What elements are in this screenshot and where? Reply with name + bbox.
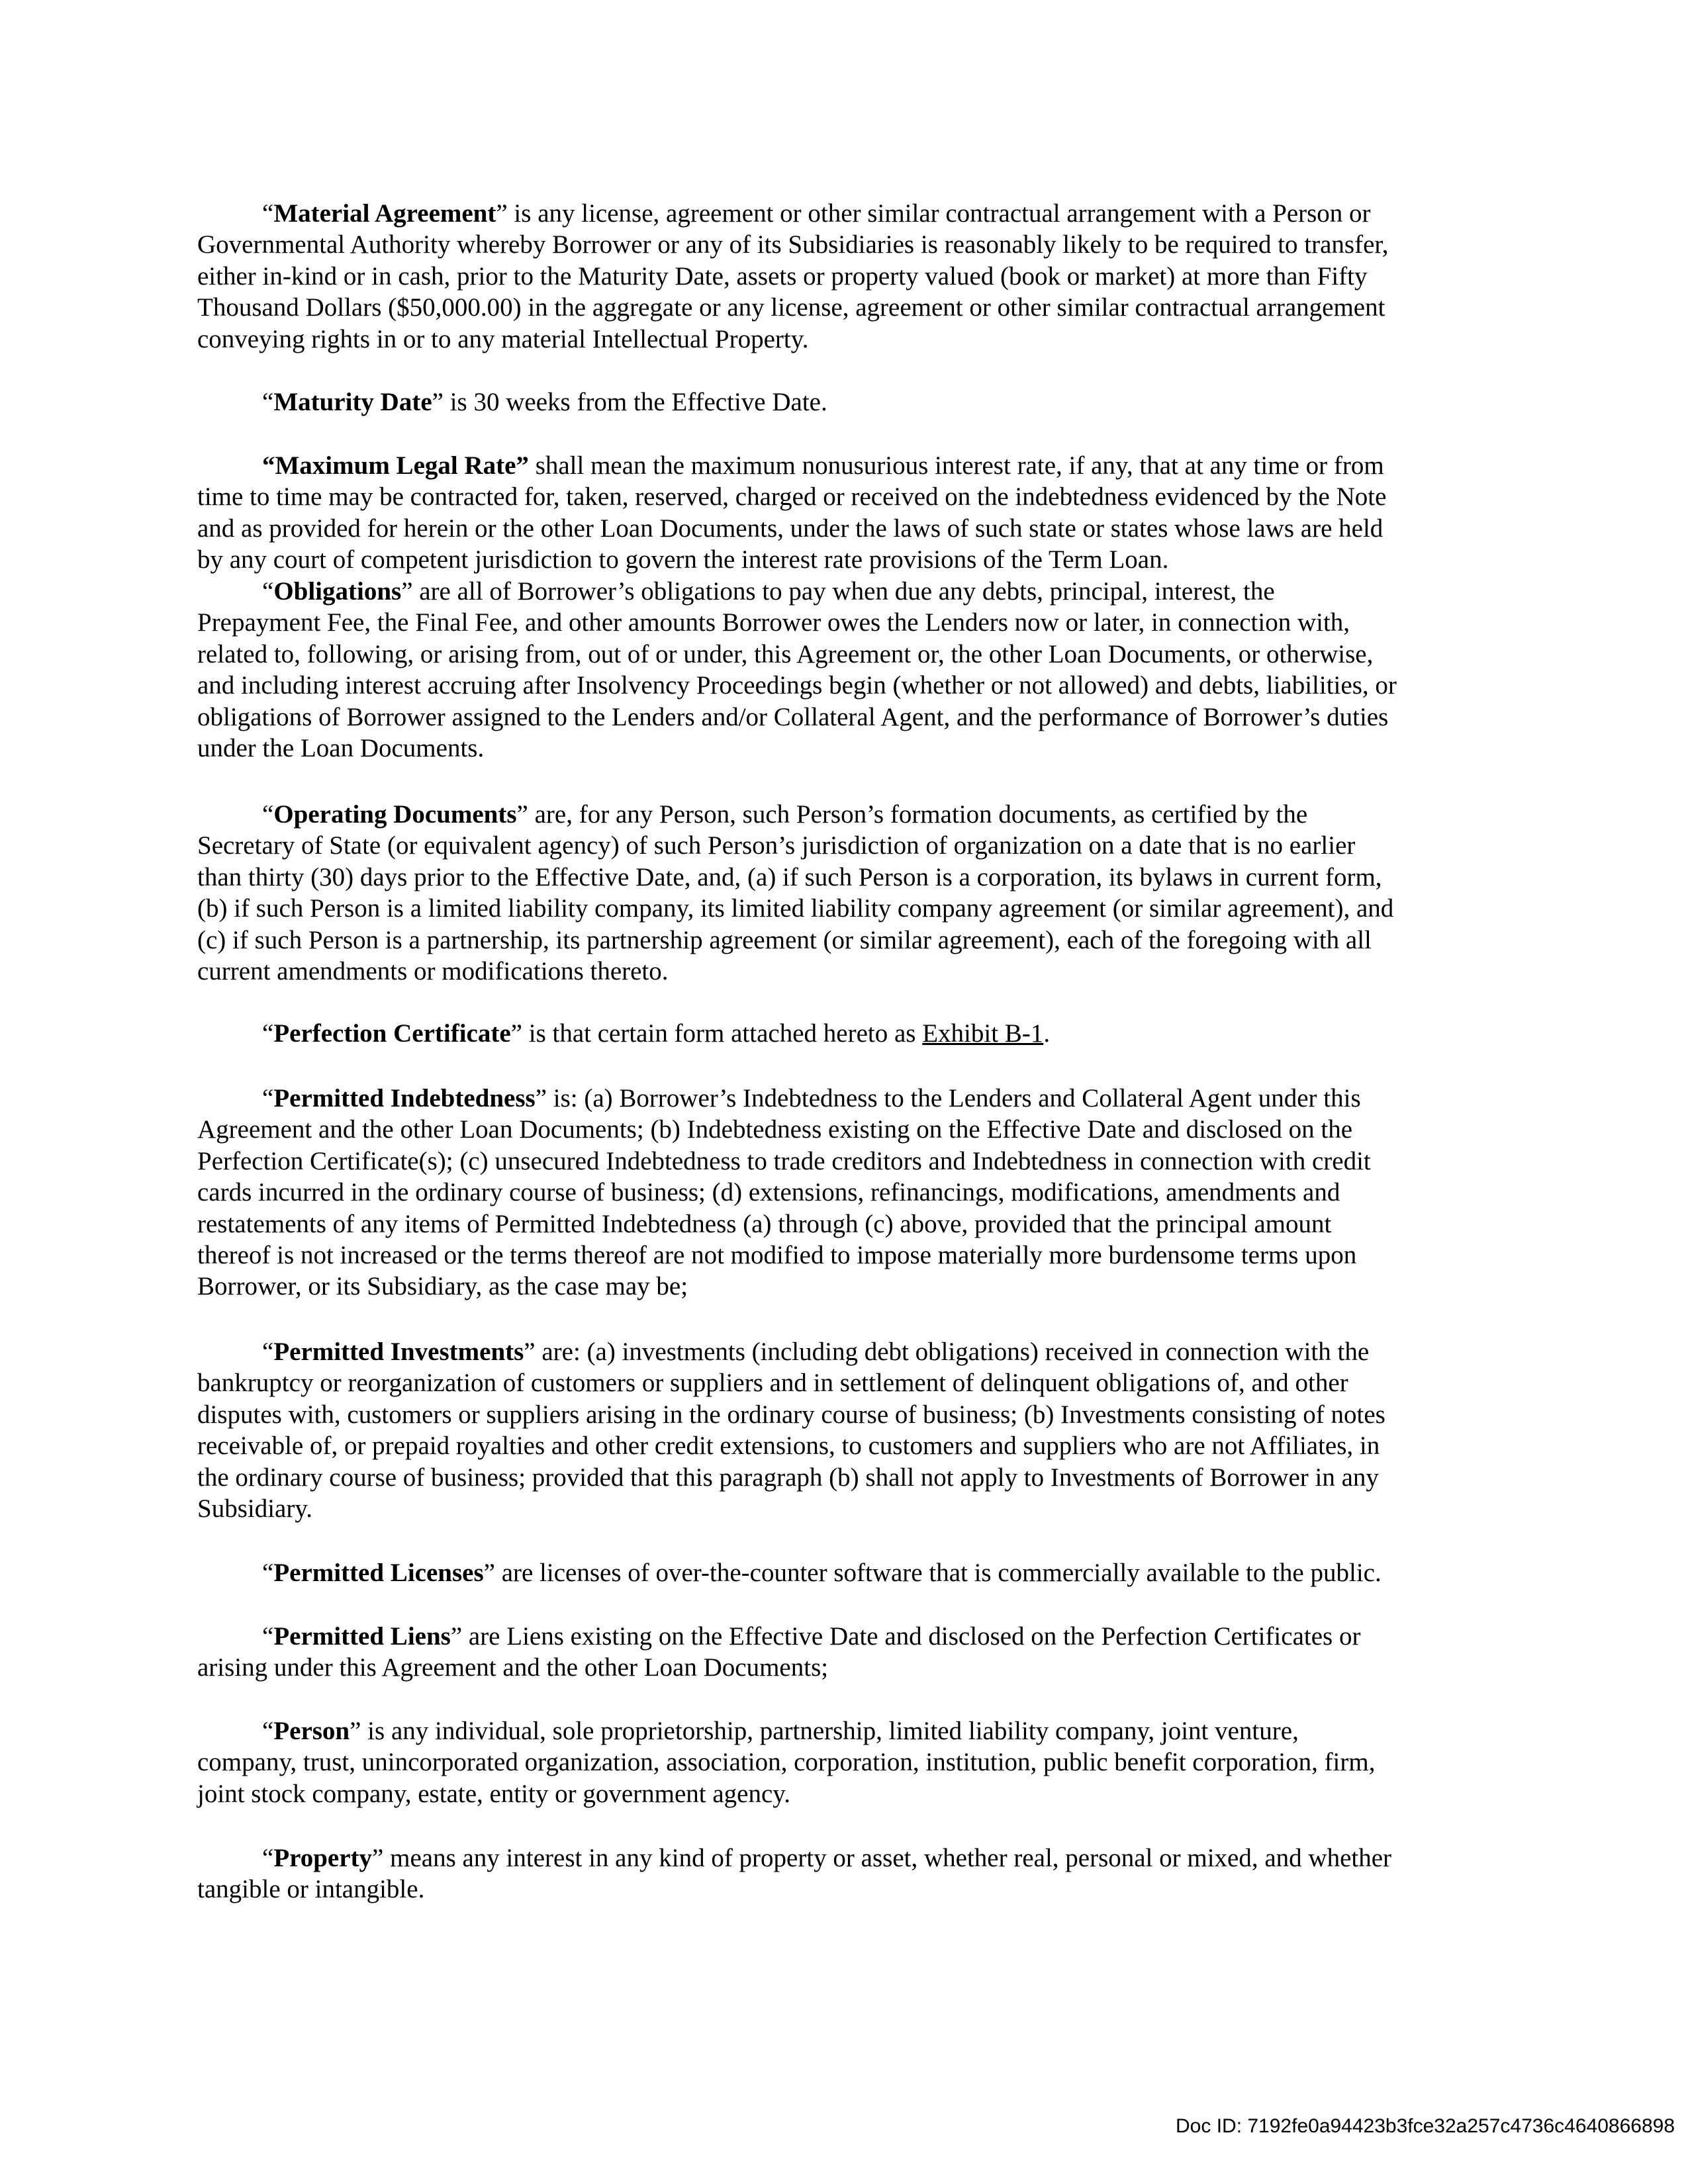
definition-line: and including interest accruing after Insolvency Proceedings begin (whether or not allowed) and debts, liabilities, or (197, 671, 1397, 700)
definition-text: ” are: (a) investments (including debt obligations) received in connection with the (524, 1338, 1370, 1366)
definition-first-line (197, 1018, 1495, 1049)
exhibit-link[interactable]: Exhibit B-1 (922, 1019, 1044, 1048)
definition-text: ” is 30 weeks from the Effective Date. (432, 388, 827, 416)
definition-text: ” are Liens existing on the Effective Date and disclosed on the Perfection Certificates or (450, 1622, 1361, 1651)
definition-text: shall mean the maximum nonusurious interest rate, if any, that at any time or from (528, 451, 1384, 480)
definition-line: the ordinary course of business; provided that this paragraph (b) shall not apply to Investments of Borrower in any (197, 1463, 1379, 1492)
definition-text: ” are licenses of over-the-counter software that is commercially available to the public. (483, 1559, 1382, 1587)
definition-first-line (197, 198, 1495, 229)
definition-text: ” are all of Borrower’s obligations to pay when due any debts, principal, interest, the (401, 577, 1275, 606)
defined-term: Permitted Licenses (273, 1559, 484, 1587)
definition-line: Perfection Certificate(s); (c) unsecured Indebtedness to trade creditors and Indebtedness in connection with credit (197, 1146, 1371, 1175)
definition-line: Borrower, or its Subsidiary, as the case may be; (197, 1272, 688, 1301)
definition-text: ” is any individual, sole proprietorship, partnership, limited liability company, joint venture, (350, 1717, 1299, 1745)
definition-line: arising under this Agreement and the other Loan Documents; (197, 1653, 829, 1682)
definition-text: “ (262, 1717, 274, 1745)
definition-text: “ (262, 1844, 274, 1872)
definition-material-agreement (197, 198, 1495, 355)
definition-text: ” is: (a) Borrower’s Indebtedness to the Lenders and Collateral Agent under this (535, 1084, 1361, 1113)
definition-permitted-licenses (197, 1557, 1495, 1588)
definition-person (197, 1715, 1495, 1809)
definition-text: ” is any license, agreement or other similar contractual arrangement with a Person or (496, 199, 1371, 228)
definition-line: under the Loan Documents. (197, 734, 485, 763)
definition-first-line (197, 1083, 1495, 1114)
definition-text: “ (262, 1084, 274, 1113)
definition-line: current amendments or modifications thereto. (197, 957, 669, 986)
definition-line: conveying rights in or to any material Intellectual Property. (197, 324, 809, 353)
definition-line: and as provided for herein or the other Loan Documents, under the laws of such state or states whose laws are held (197, 514, 1383, 543)
definition-line: restatements of any items of Permitted Indebtedness (a) through (c) above, provided that the principal amount (197, 1209, 1332, 1238)
definition-line: cards incurred in the ordinary course of business; (d) extensions, refinancings, modifications, amendments and (197, 1178, 1340, 1207)
definition-first-line (197, 1715, 1495, 1747)
defined-term: Operating Documents (273, 800, 517, 829)
definition-obligations (197, 576, 1495, 764)
definition-first-line (197, 799, 1495, 830)
definition-permitted-indebtedness (197, 1083, 1495, 1302)
defined-term: Perfection Certificate (273, 1019, 511, 1048)
definition-text: ” means any interest in any kind of property or asset, whether real, personal or mixed, and whether (372, 1844, 1392, 1872)
definition-line: obligations of Borrower assigned to the Lenders and/or Collateral Agent, and the performance of Borrower’s duties (197, 702, 1389, 731)
definition-first-line (197, 1621, 1495, 1652)
definition-line: by any court of competent jurisdiction to govern the interest rate provisions of the Term Loan. (197, 545, 1169, 574)
definition-first-line (197, 1843, 1495, 1874)
defined-term: Permitted Liens (273, 1622, 451, 1651)
definition-line: thereof is not increased or the terms thereof are not modified to impose materially more burdensome terms upon (197, 1241, 1357, 1270)
definition-text: “ (262, 1622, 274, 1651)
definition-maximum-legal-rate (197, 450, 1495, 576)
defined-term: Material Agreement (273, 199, 496, 228)
defined-term: Property (273, 1844, 373, 1872)
definition-text: ” are, for any Person, such Person’s formation documents, as certified by the (516, 800, 1308, 829)
definition-first-line (197, 450, 1495, 481)
definition-permitted-liens (197, 1621, 1495, 1684)
definition-text: “ (262, 1019, 274, 1048)
definition-text: “ (262, 388, 274, 416)
definition-text: “ (262, 199, 274, 228)
definition-line: Secretary of State (or equivalent agency) of such Person’s jurisdiction of organization on a date that is no earlier (197, 831, 1356, 860)
defined-term: Permitted Investments (273, 1338, 524, 1366)
definition-line: Agreement and the other Loan Documents; (b) Indebtedness existing on the Effective Date and disclosed on the (197, 1115, 1353, 1144)
defined-term: Obligations (273, 577, 402, 606)
definition-first-line (197, 387, 1495, 418)
definition-first-line (197, 1557, 1495, 1588)
defined-term: Maturity Date (273, 388, 432, 416)
definition-line: bankruptcy or reorganization of customers or suppliers and in settlement of delinquent obligations of, and other (197, 1369, 1348, 1398)
definition-line: company, trust, unincorporated organization, association, corporation, institution, public benefit corporation, firm, (197, 1748, 1376, 1777)
definition-line: either in-kind or in cash, prior to the Maturity Date, assets or property valued (book or market) at more than Fifty (197, 261, 1368, 291)
definition-text: “ (262, 800, 274, 829)
definition-text: . (1043, 1019, 1051, 1048)
definition-line: Governmental Authority whereby Borrower or any of its Subsidiaries is reasonably likely to be required to transfer, (197, 230, 1389, 259)
definition-text: “ (262, 1338, 274, 1366)
definition-line: time to time may be contracted for, taken, reserved, charged or received on the indebtedness evidenced by the Note (197, 482, 1387, 512)
definition-first-line (197, 1336, 1495, 1367)
definition-property (197, 1843, 1495, 1905)
defined-term: Person (273, 1717, 350, 1745)
definition-line: (c) if such Person is a partnership, its partnership agreement (or similar agreement), each of the foregoing with all (197, 925, 1372, 954)
definition-line: receivable of, or prepaid royalties and other credit extensions, to customers and suppliers who are not Affiliates, in (197, 1432, 1380, 1461)
definition-permitted-investments (197, 1336, 1495, 1524)
defined-term: “Maximum Legal Rate” (262, 451, 529, 480)
definition-operating-documents (197, 799, 1495, 987)
definition-line: Prepayment Fee, the Final Fee, and other amounts Borrower owes the Lenders now or later, in connection with, (197, 608, 1350, 637)
definition-text: “ (262, 1559, 274, 1587)
definition-line: tangible or intangible. (197, 1875, 425, 1904)
defined-term: Permitted Indebtedness (273, 1084, 536, 1113)
definition-line: Thousand Dollars ($50,000.00) in the aggregate or any license, agreement or other similar contractual arrangement (197, 293, 1385, 322)
definition-perfection-certificate (197, 1018, 1495, 1049)
definition-text: ” is that certain form attached hereto as (510, 1019, 923, 1048)
definition-maturity-date (197, 387, 1495, 418)
doc-id-footer: Doc ID: 7192fe0a94423b3fce32a257c4736c4640866898 (1176, 2115, 1675, 2137)
definition-line: (b) if such Person is a limited liability company, its limited liability company agreement (or similar agreement), and (197, 894, 1394, 923)
definition-line: Subsidiary. (197, 1494, 313, 1524)
definition-first-line (197, 576, 1495, 607)
definition-text: “ (262, 577, 274, 606)
definition-line: disputes with, customers or suppliers arising in the ordinary course of business; (b) Investments consisting of notes (197, 1400, 1385, 1429)
definition-line: than thirty (30) days prior to the Effective Date, and, (a) if such Person is a corporation, its bylaws in current form, (197, 862, 1382, 891)
definition-line: related to, following, or arising from, out of or under, this Agreement or, the other Loan Documents, or otherwise, (197, 639, 1374, 668)
definition-line: joint stock company, estate, entity or government agency. (197, 1779, 791, 1808)
